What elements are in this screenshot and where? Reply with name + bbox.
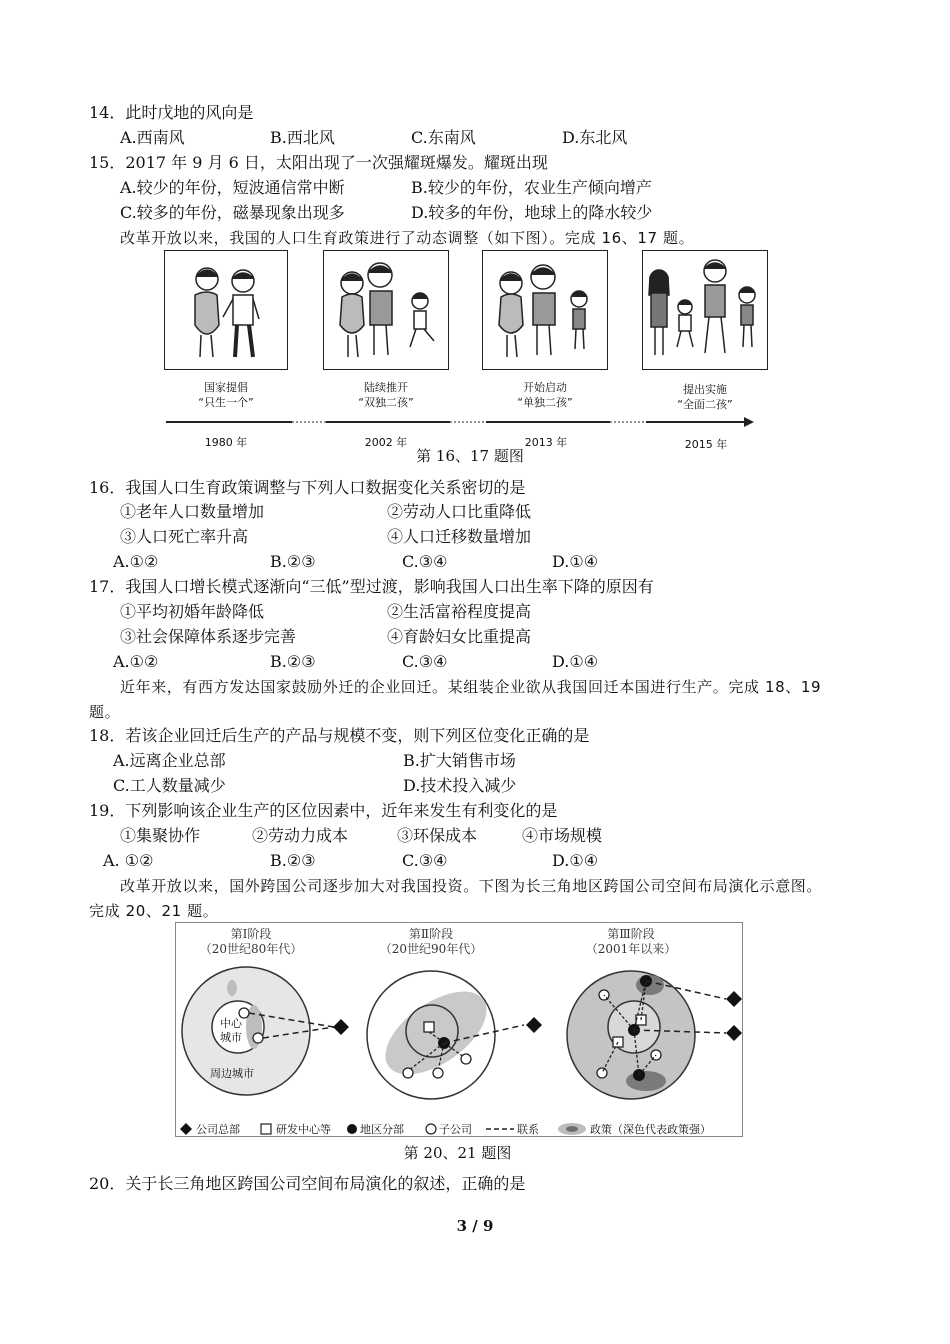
q19-item-1: ①集聚协作 bbox=[120, 826, 201, 845]
q15-option-d: D.较多的年份，地球上的降水较少 bbox=[411, 203, 653, 222]
stage-2-title bbox=[366, 927, 496, 957]
stage-2-name: 第Ⅱ阶段 bbox=[408, 927, 454, 941]
stage-2-map bbox=[367, 971, 542, 1099]
q14-option-b: B.西北风 bbox=[270, 128, 335, 147]
q19-item-2: ②劳动力成本 bbox=[252, 826, 349, 845]
year-2015: 2015 年 bbox=[684, 438, 728, 451]
page-number: 3 / 9 bbox=[456, 1217, 494, 1235]
q17-option-d: D.①④ bbox=[552, 652, 599, 671]
legend-link-label: 联系 bbox=[517, 1123, 539, 1136]
timeline-label-2002 bbox=[326, 380, 446, 410]
q19-option-d: D.①④ bbox=[552, 851, 599, 870]
q18-option-a: A.远离企业总部 bbox=[113, 751, 226, 770]
year-1980: 1980 年 bbox=[204, 436, 248, 449]
q19-stem: 19．下列影响该企业生产的区位因素中，近年来发生有利变化的是 bbox=[89, 801, 558, 820]
q17-option-b: B.②③ bbox=[270, 652, 316, 671]
legend-policy-label: 政策（深色代表政策强） bbox=[590, 1123, 711, 1136]
label-1980-line1: 国家提倡 bbox=[204, 381, 248, 394]
q17-stem: 17．我国人口增长模式逐渐向“三低”型过渡，影响我国人口出生率下降的原因有 bbox=[89, 577, 654, 596]
legend-subsidiary-icon bbox=[426, 1124, 436, 1134]
q14-option-d: D.东北风 bbox=[562, 128, 628, 147]
figure-caption-16-17: 第 16、17 题图 bbox=[416, 447, 524, 465]
q19-item-4: ④市场规模 bbox=[522, 826, 603, 845]
panel-universal-two-child bbox=[642, 250, 768, 370]
timeline-label-2013 bbox=[485, 380, 605, 410]
q16-item-4: ④人口迁移数量增加 bbox=[387, 527, 532, 546]
q16-item-1: ①老年人口数量增加 bbox=[120, 502, 265, 521]
stage-1-map bbox=[182, 967, 349, 1095]
stage-3-map bbox=[567, 971, 742, 1099]
stage-3-title bbox=[566, 927, 696, 957]
population-policy-figure bbox=[160, 250, 760, 465]
q19-option-a: A. ①② bbox=[103, 851, 154, 870]
panel-single-child-couple bbox=[482, 250, 608, 370]
label-2015-line2: “全面二孩” bbox=[677, 398, 733, 411]
timeline-label-1980 bbox=[166, 380, 286, 410]
intro-18-19-line2: 题。 bbox=[89, 703, 121, 721]
q20-stem: 20．关于长三角地区跨国公司空间布局演化的叙述，正确的是 bbox=[89, 1174, 526, 1193]
periphery-label: 周边城市 bbox=[210, 1067, 254, 1080]
stage-2-period: （20世纪90年代） bbox=[379, 942, 483, 956]
label-2002-line2: “双独二孩” bbox=[358, 396, 414, 409]
legend-rd-label: 研发中心等 bbox=[276, 1123, 331, 1136]
timeline-label-2015 bbox=[645, 382, 765, 412]
q17-option-c: C.③④ bbox=[402, 652, 448, 671]
intro-20-21-line1: 改革开放以来，国外跨国公司逐步加大对我国投资。下图为长三角地区跨国公司空间布局演化示意图。 bbox=[120, 877, 823, 895]
label-1980-line2: “只生一个” bbox=[198, 396, 254, 409]
family-illustration-2 bbox=[324, 251, 446, 367]
q14-option-c: C.东南风 bbox=[411, 128, 476, 147]
legend-subsidiary-label: 子公司 bbox=[439, 1123, 472, 1136]
stage-3-name: 第Ⅲ阶段 bbox=[607, 927, 655, 941]
q18-stem: 18．若该企业回迁后生产的产品与规模不变，则下列区位变化正确的是 bbox=[89, 726, 590, 745]
timeline-axis bbox=[160, 414, 760, 430]
q14-option-a: A.西南风 bbox=[120, 128, 185, 147]
legend-hq-icon bbox=[180, 1123, 192, 1135]
family-illustration-1 bbox=[165, 251, 285, 367]
legend-branch-label: 地区分部 bbox=[360, 1123, 404, 1136]
intro-20-21-line2: 完成 20、21 题。 bbox=[89, 902, 219, 920]
mnc-layout-figure bbox=[175, 922, 743, 1137]
q18-option-d: D.技术投入减少 bbox=[403, 776, 517, 795]
family-illustration-4 bbox=[643, 251, 765, 367]
legend-rd-icon bbox=[261, 1124, 271, 1134]
legend-hq-label: 公司总部 bbox=[196, 1123, 240, 1136]
label-2013-line1: 开始启动 bbox=[523, 381, 567, 394]
center-city-label bbox=[216, 1017, 246, 1045]
q15-option-c: C.较多的年份，磁暴现象出现多 bbox=[120, 203, 345, 222]
stage-3-period: （2001年以来） bbox=[585, 942, 677, 956]
q17-item-1: ①平均初婚年龄降低 bbox=[120, 602, 265, 621]
q16-item-3: ③人口死亡率升高 bbox=[120, 527, 249, 546]
family-illustration-3 bbox=[483, 251, 605, 367]
intro-18-19-line1: 近年来，有西方发达国家鼓励外迁的企业回迁。某组装企业欲从我国回迁本国进行生产。完成 18、19 bbox=[120, 678, 822, 696]
label-2015-line1: 提出实施 bbox=[683, 383, 727, 396]
stage-1-name: 第Ⅰ阶段 bbox=[230, 927, 272, 941]
year-2013: 2013 年 bbox=[524, 436, 568, 449]
q14-stem: 14．此时戊地的风向是 bbox=[89, 103, 254, 122]
stage-1-title bbox=[186, 927, 316, 957]
q15-option-b: B.较少的年份，农业生产倾向增产 bbox=[411, 178, 652, 197]
q16-option-c: C.③④ bbox=[402, 552, 448, 571]
q17-option-a: A.①② bbox=[113, 652, 159, 671]
center-city-line2: 城市 bbox=[220, 1031, 242, 1044]
label-2013-line2: “单独二孩” bbox=[517, 396, 573, 409]
q17-item-2: ②生活富裕程度提高 bbox=[387, 602, 532, 621]
figure-caption-20-21: 第 20、21 题图 bbox=[403, 1144, 512, 1162]
panel-one-child-couple bbox=[164, 250, 288, 370]
legend-branch-icon bbox=[347, 1124, 357, 1134]
q19-option-c: C.③④ bbox=[402, 851, 448, 870]
center-city-line1: 中心 bbox=[220, 1017, 242, 1030]
q18-option-c: C.工人数量减少 bbox=[113, 776, 226, 795]
q18-option-b: B.扩大销售市场 bbox=[403, 751, 516, 770]
q16-option-a: A.①② bbox=[113, 552, 159, 571]
q19-item-3: ③环保成本 bbox=[397, 826, 478, 845]
q16-item-2: ②劳动人口比重降低 bbox=[387, 502, 532, 521]
q16-option-b: B.②③ bbox=[270, 552, 316, 571]
q16-option-d: D.①④ bbox=[552, 552, 599, 571]
panel-two-child-couple bbox=[323, 250, 449, 370]
intro-16-17: 改革开放以来，我国的人口生育政策进行了动态调整（如下图）。完成 16、17 题。 bbox=[120, 229, 695, 247]
q15-option-a: A.较少的年份，短波通信常中断 bbox=[120, 178, 345, 197]
stage-1-period: （20世纪80年代） bbox=[199, 942, 303, 956]
q19-option-b: B.②③ bbox=[270, 851, 316, 870]
q17-item-3: ③社会保障体系逐步完善 bbox=[120, 627, 297, 646]
q15-stem: 15．2017 年 9 月 6 日，太阳出现了一次强耀斑爆发。耀斑出现 bbox=[89, 153, 548, 172]
q17-item-4: ④育龄妇女比重提高 bbox=[387, 627, 532, 646]
year-2002: 2002 年 bbox=[364, 436, 408, 449]
q16-stem: 16．我国人口生育政策调整与下列人口数据变化关系密切的是 bbox=[89, 478, 526, 497]
label-2002-line1: 陆续推开 bbox=[364, 381, 408, 394]
